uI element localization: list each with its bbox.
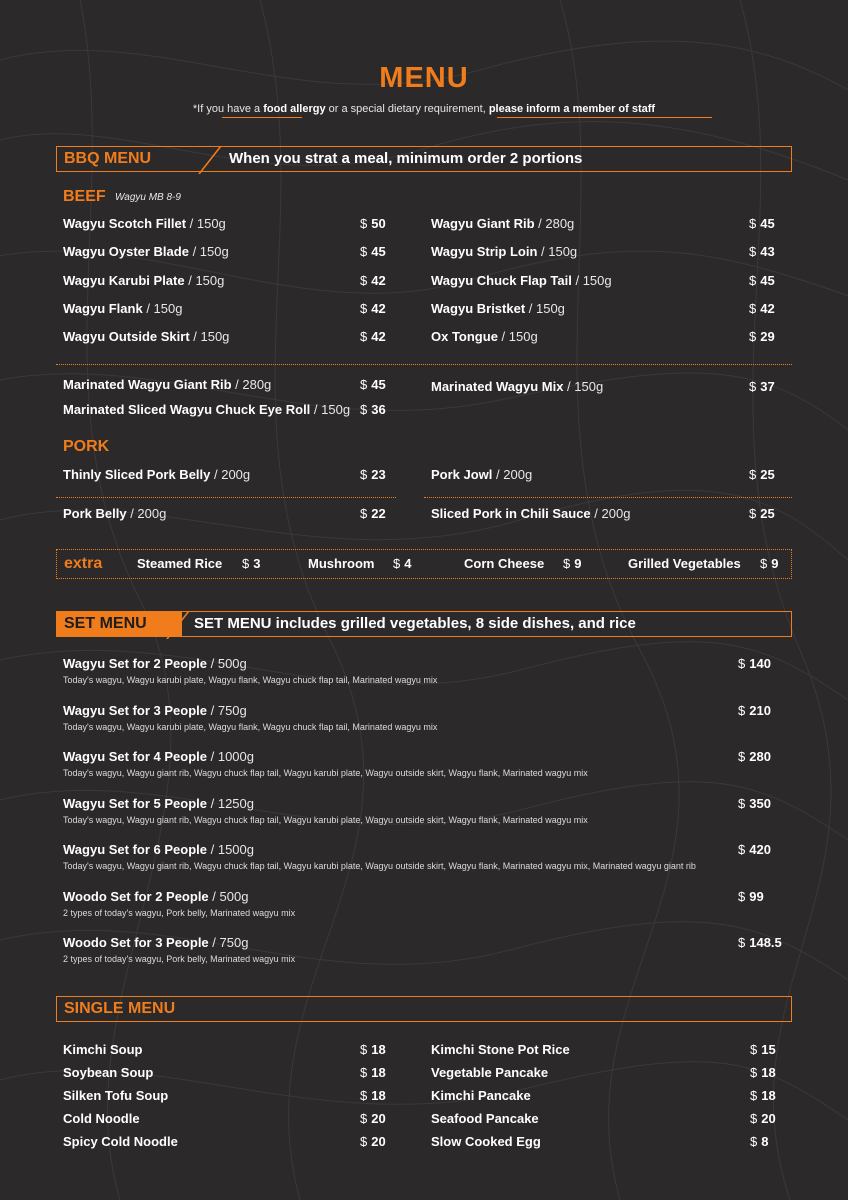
menu-item-name xyxy=(137,556,222,571)
menu-item-name xyxy=(308,556,374,571)
menu-item-name xyxy=(63,329,229,344)
item-size: / 1500g xyxy=(207,842,254,857)
menu-item-price xyxy=(360,402,386,417)
menu-item-price xyxy=(749,301,775,316)
price-value: 350 xyxy=(749,795,771,811)
menu-item-name xyxy=(63,1111,140,1126)
price-value: 45 xyxy=(371,244,386,260)
menu-item-price xyxy=(749,379,775,394)
set-description: Today's wagyu, Wagyu giant rib, Wagyu chuck flap tail, Wagyu karubi plate, Wagyu outside skirt, Wagyu flank, Marinated wagyu mix, Marinated wagyu giant rib xyxy=(63,861,696,871)
currency-symbol: $ xyxy=(750,1111,758,1126)
menu-item-name xyxy=(63,889,248,904)
price-value: 9 xyxy=(574,556,582,571)
currency-symbol: $ xyxy=(738,935,746,950)
menu-item-name xyxy=(431,1134,541,1149)
price-value: 22 xyxy=(371,506,386,521)
item-title: Steamed Rice xyxy=(137,556,223,571)
item-title: Kimchi Stone Pot Rice xyxy=(431,1042,570,1057)
menu-item-price xyxy=(360,273,386,288)
item-size: / 1250g xyxy=(207,795,254,811)
underline-decoration xyxy=(222,117,302,118)
menu-item-price xyxy=(749,244,775,259)
item-title: Thinly Sliced Pork Belly xyxy=(63,467,211,482)
menu-item-name xyxy=(63,1088,168,1103)
price-value: 280 xyxy=(749,749,771,764)
menu-item-price xyxy=(360,301,386,316)
item-title: Woodo Set for 2 People xyxy=(63,888,209,904)
menu-item-price xyxy=(360,1134,386,1149)
menu-item-price xyxy=(563,556,581,571)
price-value: 140 xyxy=(749,656,771,671)
menu-item-name xyxy=(63,1065,153,1080)
menu-item-price xyxy=(749,329,775,344)
menu-item-price xyxy=(360,377,386,392)
price-value: 15 xyxy=(761,1042,776,1057)
currency-symbol: $ xyxy=(738,795,746,811)
menu-item-price xyxy=(738,703,771,718)
item-size: / 150g xyxy=(184,272,225,288)
menu-item-name xyxy=(431,1042,570,1057)
menu-item-name xyxy=(431,1065,548,1080)
menu-item-name xyxy=(431,273,612,288)
currency-symbol: $ xyxy=(360,1134,368,1149)
menu-item-name xyxy=(63,244,229,259)
allergy-note-emphasis: food allergy xyxy=(263,103,326,115)
menu-item-name xyxy=(63,749,254,764)
price-value: 148.5 xyxy=(749,935,782,950)
item-title: Pork Belly xyxy=(63,506,127,521)
currency-symbol: $ xyxy=(393,556,401,571)
item-title: Sliced Pork in Chili Sauce xyxy=(431,506,591,521)
item-title: Cold Noodle xyxy=(63,1111,140,1126)
bbq-section-header xyxy=(56,146,792,172)
menu-item-price xyxy=(750,1111,776,1126)
price-value: 210 xyxy=(749,702,771,718)
price-value: 18 xyxy=(761,1088,776,1103)
currency-symbol: $ xyxy=(360,1042,368,1057)
item-title: Woodo Set for 3 People xyxy=(63,935,209,950)
item-size: / 200g xyxy=(210,467,251,482)
item-title: Marinated Wagyu Giant Rib xyxy=(63,377,232,392)
item-size: / 500g xyxy=(207,656,247,671)
menu-item-price xyxy=(749,467,775,482)
item-title: Wagyu Chuck Flap Tail xyxy=(431,272,572,288)
item-size: / 150g xyxy=(189,329,230,345)
menu-item-name xyxy=(63,216,226,231)
price-value: 42 xyxy=(760,300,775,316)
allergy-note-text: *If you have a xyxy=(192,103,264,115)
item-title: Wagyu Scotch Fillet xyxy=(63,216,187,231)
extra-label: extra xyxy=(64,555,103,572)
currency-symbol: $ xyxy=(360,1088,368,1103)
item-title: Marinated Sliced Wagyu Chuck Eye Roll xyxy=(63,402,311,417)
currency-symbol: $ xyxy=(360,506,368,521)
item-size: / 150g xyxy=(497,329,538,345)
item-size: / 280g xyxy=(231,377,272,392)
set-subtitle: SET MENU includes grilled vegetables, 8 side dishes, and rice xyxy=(194,615,636,632)
menu-item-name xyxy=(431,329,538,344)
single-tab: SINGLE MENU xyxy=(64,1000,176,1017)
menu-item-name xyxy=(464,556,544,571)
currency-symbol: $ xyxy=(563,556,571,571)
menu-item-name xyxy=(63,377,271,392)
set-description: 2 types of today's wagyu, Pork belly, Marinated wagyu mix xyxy=(63,907,296,918)
item-title: Pork Jowl xyxy=(431,467,493,482)
menu-item-price xyxy=(360,1111,386,1126)
currency-symbol: $ xyxy=(738,842,746,857)
currency-symbol: $ xyxy=(360,300,368,316)
allergy-note-text: or a special dietary requirement, xyxy=(325,103,489,115)
menu-item-price xyxy=(360,506,386,521)
currency-symbol: $ xyxy=(749,379,757,394)
currency-symbol: $ xyxy=(242,556,250,571)
menu-item-name xyxy=(63,467,250,482)
menu-item-price xyxy=(749,273,775,288)
item-title: Wagyu Giant Rib xyxy=(431,216,535,231)
currency-symbol: $ xyxy=(750,1088,758,1103)
item-size: / 750g xyxy=(207,702,247,718)
currency-symbol: $ xyxy=(749,216,757,231)
item-size: / 150g xyxy=(537,244,578,260)
allergy-note-emphasis: please inform a member of staff xyxy=(488,103,656,115)
item-size: / 150g xyxy=(525,300,565,316)
item-size: / 1000g xyxy=(207,749,254,764)
item-size: / 150g xyxy=(142,300,183,316)
item-title: Mushroom xyxy=(308,556,375,571)
price-value: 50 xyxy=(371,216,386,231)
item-size: / 500g xyxy=(208,888,249,904)
item-size: / 150g xyxy=(186,216,226,231)
currency-symbol: $ xyxy=(760,556,768,571)
price-value: 18 xyxy=(371,1042,386,1057)
set-description: 2 types of today's wagyu, Pork belly, Marinated wagyu mix xyxy=(63,954,296,964)
menu-item-name xyxy=(63,273,224,288)
currency-symbol: $ xyxy=(360,216,368,231)
currency-symbol: $ xyxy=(750,1042,758,1057)
menu-item-name xyxy=(431,506,630,521)
menu-item-price xyxy=(749,506,775,521)
menu-item-price xyxy=(738,935,782,950)
price-value: 37 xyxy=(760,379,775,394)
item-title: Slow Cooked Egg xyxy=(431,1134,541,1149)
menu-item-name xyxy=(63,796,254,811)
currency-symbol: $ xyxy=(749,272,757,288)
price-value: 25 xyxy=(760,467,775,482)
pork-heading: PORK xyxy=(63,438,110,455)
price-value: 20 xyxy=(371,1134,386,1149)
item-title: Grilled Vegetables xyxy=(628,556,741,571)
price-value: 3 xyxy=(253,556,261,571)
menu-item-price xyxy=(738,842,771,857)
item-size: / 150g xyxy=(188,244,229,260)
item-size: / 280g xyxy=(534,216,575,231)
currency-symbol: $ xyxy=(749,329,757,345)
item-title: Wagyu Set for 5 People xyxy=(63,795,207,811)
menu-item-price xyxy=(750,1065,776,1080)
menu-item-name xyxy=(63,1134,178,1149)
item-size: / 200g xyxy=(492,467,533,482)
currency-symbol: $ xyxy=(749,300,757,316)
menu-item-price xyxy=(360,1088,386,1103)
dotted-divider xyxy=(56,497,396,498)
menu-item-name xyxy=(431,467,532,482)
menu-item-price xyxy=(738,796,771,811)
set-description: Today's wagyu, Wagyu karubi plate, Wagyu flank, Wagyu chuck flap tail, Marinated wagyu mix xyxy=(63,675,438,685)
menu-item-price xyxy=(749,216,775,231)
item-title: Kimchi Soup xyxy=(63,1042,143,1057)
menu-item-name xyxy=(431,216,574,231)
menu-item-name xyxy=(431,379,603,394)
dotted-divider xyxy=(56,364,792,365)
price-value: 18 xyxy=(761,1065,776,1080)
menu-item-name xyxy=(628,556,741,571)
currency-symbol: $ xyxy=(738,656,746,671)
menu-item-name xyxy=(63,1042,142,1057)
menu-item-price xyxy=(738,889,764,904)
item-title: Spicy Cold Noodle xyxy=(63,1134,178,1149)
menu-item-price xyxy=(360,1065,386,1080)
menu-item-name xyxy=(63,842,254,857)
price-value: 18 xyxy=(371,1088,386,1103)
page-title: MENU xyxy=(379,62,469,94)
menu-item-name xyxy=(431,244,577,259)
item-size: / 150g xyxy=(571,272,612,288)
currency-symbol: $ xyxy=(738,749,746,764)
item-size: / 750g xyxy=(208,935,249,950)
dotted-divider xyxy=(424,497,792,498)
price-value: 20 xyxy=(371,1111,386,1126)
menu-item-name xyxy=(431,1111,539,1126)
currency-symbol: $ xyxy=(749,506,757,521)
item-title: Wagyu Set for 6 People xyxy=(63,842,207,857)
item-title: Wagyu Outside Skirt xyxy=(63,329,190,345)
price-value: 4 xyxy=(404,556,412,571)
menu-item-price xyxy=(360,216,386,231)
price-value: 42 xyxy=(371,272,386,288)
bbq-subtitle: When you strat a meal, minimum order 2 portions xyxy=(229,150,583,167)
currency-symbol: $ xyxy=(360,467,368,482)
menu-item-price xyxy=(242,556,260,571)
set-tab: SET MENU xyxy=(57,612,182,636)
beef-heading: BEEF xyxy=(63,188,106,205)
item-title: Wagyu Karubi Plate xyxy=(63,272,185,288)
price-value: 42 xyxy=(371,329,386,345)
menu-item-price xyxy=(360,329,386,344)
single-section-header xyxy=(56,996,792,1022)
allergy-note xyxy=(0,103,848,115)
menu-item-name xyxy=(63,506,166,521)
currency-symbol: $ xyxy=(360,329,368,345)
item-size: / 150g xyxy=(563,379,604,394)
currency-symbol: $ xyxy=(749,244,757,260)
price-value: 25 xyxy=(760,506,775,521)
currency-symbol: $ xyxy=(360,377,368,392)
price-value: 43 xyxy=(760,244,775,260)
item-title: Soybean Soup xyxy=(63,1065,154,1080)
item-size: / 200g xyxy=(126,506,167,521)
menu-item-price xyxy=(360,467,386,482)
bbq-tab: BBQ MENU xyxy=(64,150,152,167)
menu-item-price xyxy=(738,656,771,671)
menu-item-price xyxy=(738,749,771,764)
item-title: Wagyu Set for 3 People xyxy=(63,702,207,718)
item-title: Marinated Wagyu Mix xyxy=(431,379,564,394)
menu-item-name xyxy=(63,402,350,417)
currency-symbol: $ xyxy=(360,1111,368,1126)
currency-symbol: $ xyxy=(360,1065,368,1080)
menu-item-name xyxy=(431,1088,531,1103)
item-title: Vegetable Pancake xyxy=(431,1065,549,1080)
price-value: 45 xyxy=(760,216,775,231)
price-value: 45 xyxy=(371,377,386,392)
price-value: 36 xyxy=(371,402,386,417)
menu-item-name xyxy=(431,301,565,316)
item-title: Corn Cheese xyxy=(464,556,545,571)
menu-item-price xyxy=(360,244,386,259)
currency-symbol: $ xyxy=(738,888,746,904)
menu-item-price xyxy=(393,556,411,571)
price-value: 23 xyxy=(371,467,386,482)
item-title: Ox Tongue xyxy=(431,329,498,345)
beef-note: Wagyu MB 8-9 xyxy=(115,192,181,203)
item-title: Seafood Pancake xyxy=(431,1111,539,1126)
price-value: 20 xyxy=(761,1111,776,1126)
menu-item-name xyxy=(63,703,247,718)
currency-symbol: $ xyxy=(750,1134,758,1149)
item-title: Wagyu Oyster Blade xyxy=(63,244,189,260)
set-description: Today's wagyu, Wagyu karubi plate, Wagyu flank, Wagyu chuck flap tail, Marinated wagyu mix xyxy=(63,721,438,732)
menu-item-price xyxy=(760,556,778,571)
price-value: 18 xyxy=(371,1065,386,1080)
menu-item-name xyxy=(63,301,182,316)
currency-symbol: $ xyxy=(738,702,746,718)
price-value: 29 xyxy=(760,329,775,345)
item-title: Wagyu Set for 2 People xyxy=(63,656,207,671)
item-size: / 200g xyxy=(590,506,631,521)
price-value: 42 xyxy=(371,300,386,316)
menu-item-price xyxy=(360,1042,386,1057)
price-value: 99 xyxy=(749,888,764,904)
currency-symbol: $ xyxy=(750,1065,758,1080)
menu-item-name xyxy=(63,656,247,671)
item-title: Wagyu Flank xyxy=(63,300,143,316)
currency-symbol: $ xyxy=(360,244,368,260)
item-title: Kimchi Pancake xyxy=(431,1088,531,1103)
item-size: / 150g xyxy=(310,402,351,417)
set-section-header xyxy=(56,611,792,637)
item-title: Wagyu Strip Loin xyxy=(431,244,538,260)
currency-symbol: $ xyxy=(749,467,757,482)
currency-symbol: $ xyxy=(360,272,368,288)
currency-symbol: $ xyxy=(360,402,368,417)
menu-item-price xyxy=(750,1088,776,1103)
menu-item-price xyxy=(750,1042,776,1057)
item-title: Wagyu Set for 4 People xyxy=(63,749,207,764)
menu-item-name xyxy=(63,935,248,950)
price-value: 8 xyxy=(761,1134,769,1149)
price-value: 420 xyxy=(749,842,771,857)
item-title: Silken Tofu Soup xyxy=(63,1088,169,1103)
underline-decoration xyxy=(497,117,712,118)
item-title: Wagyu Bristket xyxy=(431,300,526,316)
menu-item-price xyxy=(750,1134,768,1149)
set-description: Today's wagyu, Wagyu giant rib, Wagyu chuck flap tail, Wagyu karubi plate, Wagyu outside skirt, Wagyu flank, Marinated wagyu mix xyxy=(63,768,588,778)
price-value: 9 xyxy=(771,556,779,571)
set-description: Today's wagyu, Wagyu giant rib, Wagyu chuck flap tail, Wagyu karubi plate, Wagyu outside skirt, Wagyu flank, Marinated wagyu mix xyxy=(63,814,588,825)
price-value: 45 xyxy=(760,272,775,288)
